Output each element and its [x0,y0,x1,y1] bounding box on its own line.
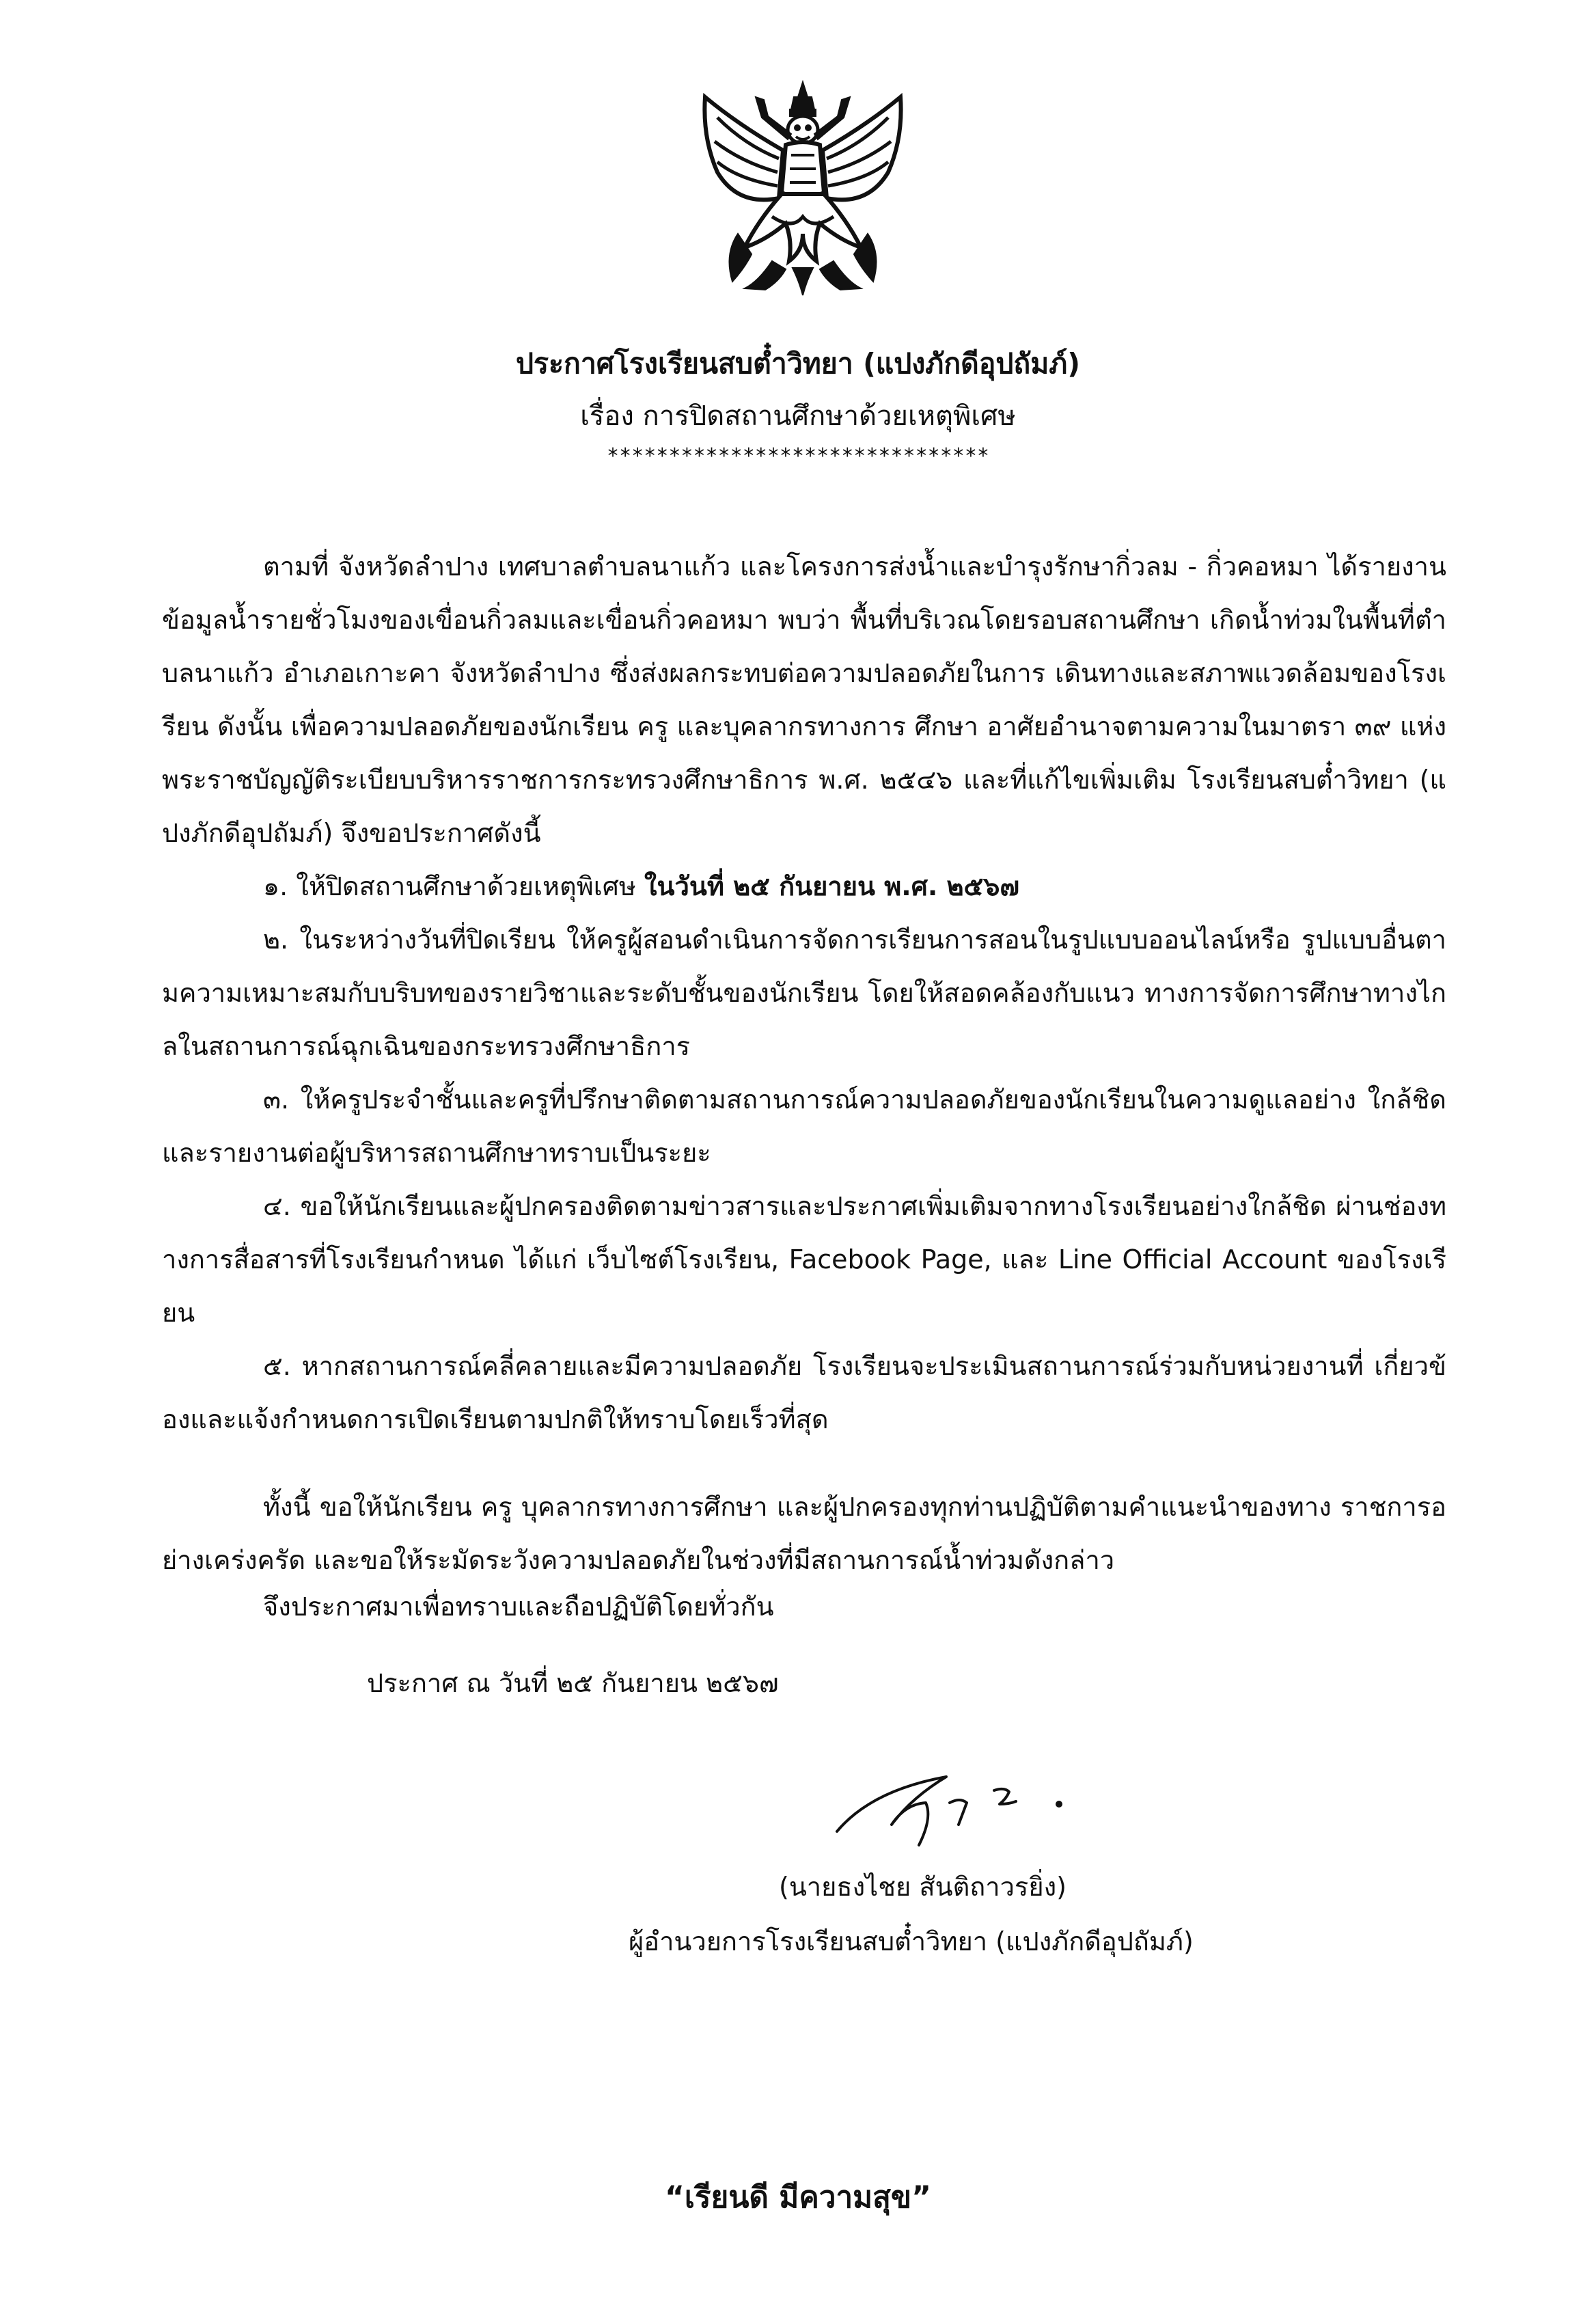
item-3: ๓. ให้ครูประจำชั้นและครูที่ปรึกษาติดตามสถานการณ์ความปลอดภัยของนักเรียนในความดูแลอย่าง ใกล้ชิด และรายงานต่อผู้บริหารสถานศึกษาทราบเป็นระยะ [162,1085,1446,1168]
closing-statement: จึงประกาศมาเพื่อทราบและถือปฏิบัติโดยทั่วกัน [263,1592,774,1622]
conclusion-paragraph: ทั้งนี้ ขอให้นักเรียน ครู บุคลากรทางการศึกษา และผู้ปกครองทุกท่านปฏิบัติตามคำแนะนำของทาง ราชการอย่างเคร่งครัด และขอให้ระมัดระวังความปลอดภัยในช่วงที่มีสถานการณ์น้ำท่วมดังกล่าว [162,1492,1446,1575]
announcement-body [162,540,1446,1587]
signatory-position: ผู้อำนวยการโรงเรียนสบต๋ำวิทยา (แปงภักดีอุปถัมภ์) [629,1926,1194,1956]
item-4: ๔. ขอให้นักเรียนและผู้ปกครองติดตามข่าวสารและประกาศเพิ่มเติมจากทางโรงเรียนอย่างใกล้ชิด ผ่านช่องทางการสื่อสารที่โรงเรียนกำหนด ได้แก่ เว็บไซต์โรงเรียน, Facebook Page, และ Line Official Account ของโรงเรียน [162,1191,1446,1328]
item-1-date: ในวันที่ ๒๕ กันยายน พ.ศ. ๒๕๖๗ [644,871,1019,901]
item-5: ๕. หากสถานการณ์คลี่คลายและมีความปลอดภัย โรงเรียนจะประเมินสถานการณ์ร่วมกับหน่วยงานที่ เกี่ยวข้องและแจ้งกำหนดการเปิดเรียนตามปกติให้ทราบโดยเร็วที่สุด [162,1351,1446,1434]
announcement-date: ประกาศ ณ วันที่ ๒๕ กันยายน ๒๕๖๗ [367,1668,779,1698]
signatory-name: (นายธงไชย สันติถาวรยิ่ง) [779,1872,1067,1902]
item-1 [162,860,1446,913]
intro-paragraph: ตามที่ จังหวัดลำปาง เทศบาลตำบลนาแก้ว และโครงการส่งน้ำและบำรุงรักษากิ่วลม - กิ่วคอหมา ได้รายงานข้อมูลน้ำรายชั่วโมงของเขื่อนกิ่วลมและเขื่อนกิ่วคอหมา พบว่า พื้นที่บริเวณโดยรอบสถานศึกษา เกิดน้ำท่วมในพื้นที่ตำบลนาแก้ว อำเภอเกาะคา จังหวัดลำปาง ซึ่งส่งผลกระทบต่อความปลอดภัยในการ เดินทางและสภาพแวดล้อมของโรงเรียน ดังนั้น เพื่อความปลอดภัยของนักเรียน ครู และบุคลากรทางการ ศึกษา อาศัยอำนาจตามความในมาตรา ๓๙ แห่งพระราชบัญญัติระเบียบบริหารราชการกระทรวงศึกษาธิการ พ.ศ. ๒๕๔๖ และที่แก้ไขเพิ่มเติม โรงเรียนสบต๋ำวิทยา (แปงภักดีอุปถัมภ์) จึงขอประกาศดังนี้ [162,551,1446,848]
garuda-emblem [690,77,916,309]
signature-image [830,1749,1090,1852]
item-2: ๒. ในระหว่างวันที่ปิดเรียน ให้ครูผู้สอนดำเนินการจัดการเรียนการสอนในรูปแบบออนไลน์หรือ รูปแบบอื่นตามความเหมาะสมกับบริบทของรายวิชาและระดับชั้นของนักเรียน โดยให้สอดคล้องกับแนว ทางการจัดการศึกษาทางไกลในสถานการณ์ฉุกเฉินของกระทรวงศึกษาธิการ [162,925,1446,1061]
separator-line: ******************************* [607,444,989,468]
announcement-subject: เรื่อง การปิดสถานศึกษาด้วยเหตุพิเศษ [580,400,1016,432]
school-motto: “เรียนดี มีความสุข” [664,2180,932,2215]
item-1-text: ๑. ให้ปิดสถานศึกษาด้วยเหตุพิเศษ [263,871,644,901]
announcement-title: ประกาศโรงเรียนสบต๋ำวิทยา (แปงภักดีอุปถัมภ์) [515,347,1081,380]
